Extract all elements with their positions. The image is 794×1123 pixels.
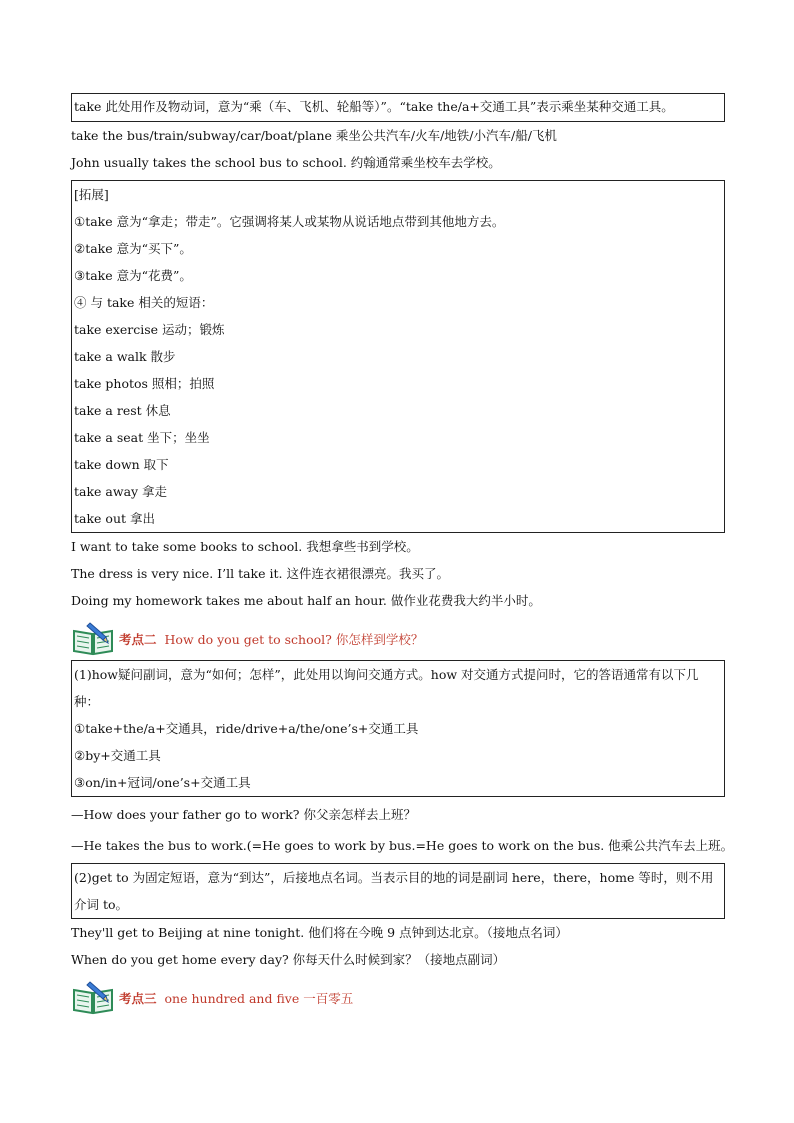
note-box-get-to bbox=[71, 863, 725, 919]
text-line: take the bus/train/subway/car/boat/plane 乘坐公共汽车/火车/地铁/小汽车/船/飞机 bbox=[71, 128, 557, 143]
section-title: How do you get to school? 你怎样到学校？ bbox=[164, 632, 424, 647]
extension-item: ④ 与 take 相关的短语： bbox=[74, 295, 214, 310]
extension-item: ②take 意为“买下”。 bbox=[74, 241, 192, 256]
answer-pattern: ①take+the/a+交通具，ride/drive+a/the/one’s+交通工具 bbox=[74, 721, 419, 736]
phrase-item: take a seat 坐下；坐坐 bbox=[74, 430, 210, 445]
phrase-item: take a walk 散步 bbox=[74, 349, 176, 364]
example-sentence: When do you get home every day? 你每天什么时候到家？（接地点副词） bbox=[71, 952, 506, 967]
answer-pattern: ②by+交通工具 bbox=[74, 748, 161, 763]
section-label: 考点三 bbox=[119, 991, 157, 1006]
extension-item: ③take 意为“花费”。 bbox=[74, 268, 192, 283]
phrase-item: take exercise 运动；锻炼 bbox=[74, 322, 225, 337]
note-text: (1)how疑问副词，意为“如何；怎样”，此处用以询问交通方式。how 对交通方式提问时，它的答语通常有以下几种： bbox=[74, 667, 699, 709]
note-box-how bbox=[71, 660, 725, 797]
phrase-item: take down 取下 bbox=[74, 457, 169, 472]
note-text: (2)get to 为固定短语，意为“到达”，后接地点名词。当表示目的地的词是副词 here，there，home 等时，则不用介词 to。 bbox=[74, 870, 714, 912]
note-box-take-meaning bbox=[71, 93, 725, 122]
example-sentence: John usually takes the school bus to school. 约翰通常乘坐校车去学校。 bbox=[71, 155, 501, 170]
dialogue-answer: —He takes the bus to work.(=He goes to work by bus.=He goes to work on the bus. 他乘公共汽车去上班。 bbox=[71, 838, 734, 853]
document-content bbox=[71, 93, 734, 1019]
note-text: take 此处用作及物动词，意为“乘（车、飞机、轮船等）”。“take the/a+交通工具”表示乘坐某种交通工具。 bbox=[74, 99, 674, 114]
phrase-item: take out 拿出 bbox=[74, 511, 155, 526]
book-pencil-icon bbox=[71, 621, 115, 657]
section-label: 考点二 bbox=[119, 632, 157, 647]
example-sentence: The dress is very nice. I’ll take it. 这件连衣裙很漂亮。我买了。 bbox=[71, 566, 449, 581]
example-sentence: Doing my homework takes me about half an hour. 做作业花费我大约半小时。 bbox=[71, 593, 541, 608]
phrase-item: take a rest 休息 bbox=[74, 403, 171, 418]
example-sentence: I want to take some books to school. 我想拿些书到学校。 bbox=[71, 539, 419, 554]
answer-pattern: ③on/in+冠词/one’s+交通工具 bbox=[74, 775, 251, 790]
extension-heading: [拓展] bbox=[74, 187, 109, 202]
example-sentence: They'll get to Beijing at nine tonight. 他们将在今晚 9 点钟到达北京。（接地点名词） bbox=[71, 925, 568, 940]
section-heading-3 bbox=[71, 977, 725, 1019]
extension-item: ①take 意为“拿走；带走”。它强调将某人或某物从说话地点带到其他地方去。 bbox=[74, 214, 505, 229]
phrase-item: take photos 照相；拍照 bbox=[74, 376, 215, 391]
phrase-item: take away 拿走 bbox=[74, 484, 168, 499]
section-title: one hundred and five 一百零五 bbox=[164, 991, 354, 1006]
section-heading-2 bbox=[71, 618, 725, 660]
dialogue-question: —How does your father go to work? 你父亲怎样去上班？ bbox=[71, 807, 416, 822]
note-box-extension bbox=[71, 180, 725, 533]
book-pencil-icon bbox=[71, 980, 115, 1016]
